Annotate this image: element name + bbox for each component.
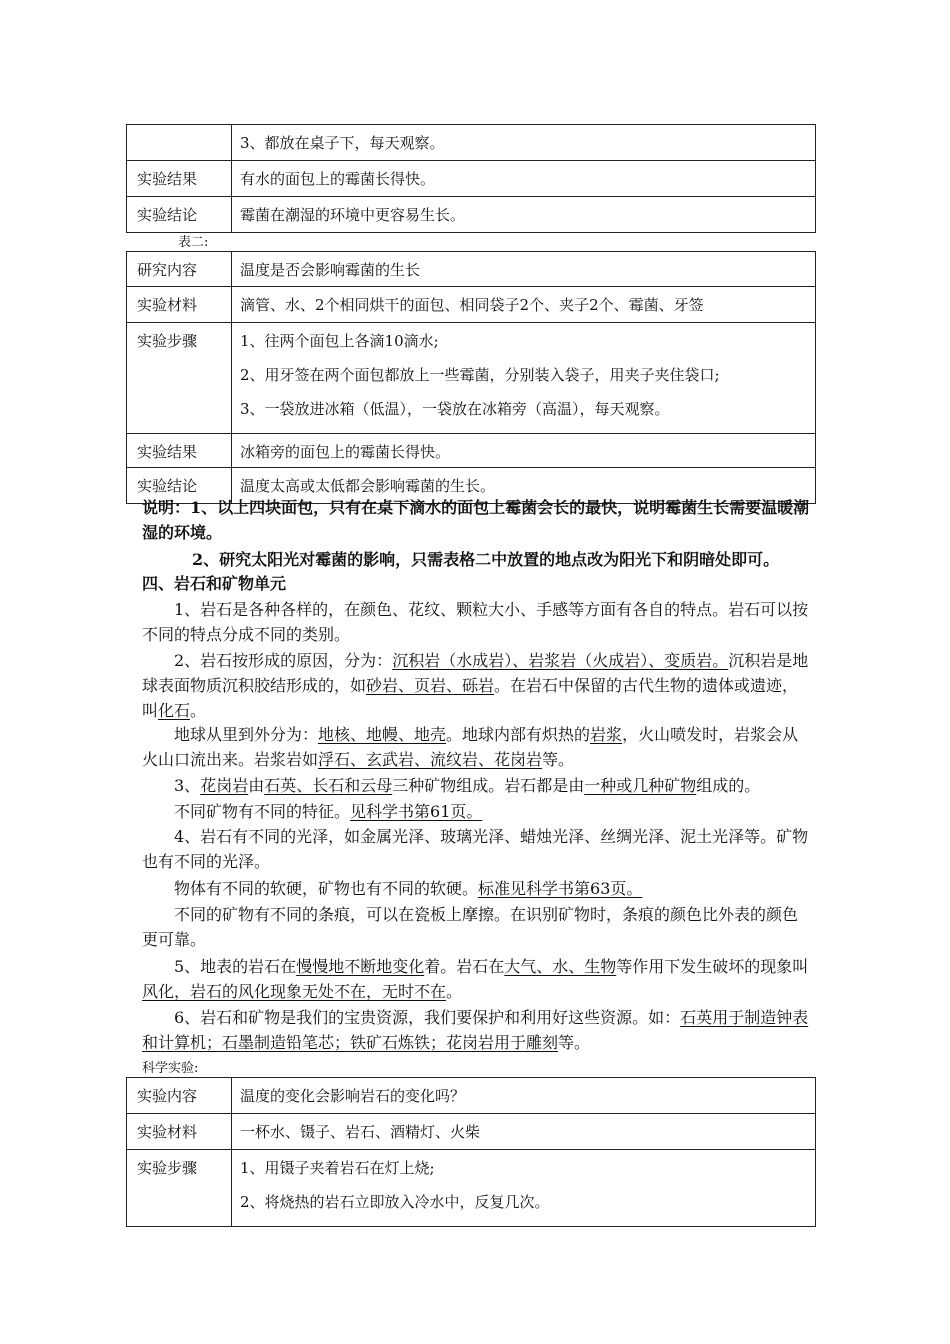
step-item: 2、用牙签在两个面包都放上一些霉菌，分别装入袋子，用夹子夹住袋口; <box>240 366 720 384</box>
underlined-term: 见科学书第61页。 <box>350 802 483 821</box>
row-label: 实验步骤 <box>127 323 232 434</box>
paragraph-text: 3、 <box>174 776 201 795</box>
table-row <box>127 125 816 161</box>
paragraph-text: 。地球内部有炽热的 <box>446 725 591 744</box>
paragraph <box>142 876 812 901</box>
underlined-term: 浮石、玄武岩、流纹岩、花岗岩 <box>318 750 543 769</box>
section-title: 四、岩石和矿物单元 <box>142 574 287 593</box>
step-item: 3、一袋放进冰箱（低温），一袋放在冰箱旁（高温），每天观察。 <box>240 400 670 418</box>
row-label: 实验步骤 <box>127 1150 232 1227</box>
row-label: 研究内容 <box>127 252 232 287</box>
paragraph <box>142 799 812 824</box>
row-value: 3、都放在桌子下，每天观察。 <box>232 125 816 161</box>
paragraph <box>142 648 812 723</box>
table-mold-moisture <box>126 124 816 233</box>
underlined-term: 慢慢地不断地变化 <box>296 957 425 976</box>
paragraph-text: 等。 <box>542 750 575 769</box>
paragraph-text: 2、岩石按形成的原因，分为： <box>174 651 393 670</box>
paragraph-text: 由 <box>248 776 265 795</box>
table2-caption: 表二: <box>178 235 209 250</box>
underlined-term: 标准见科学书第63页。 <box>478 879 643 898</box>
row-value: 一杯水、镊子、岩石、酒精灯、火柴 <box>232 1114 816 1150</box>
row-label: 实验结论 <box>127 468 232 504</box>
paragraph-text: 。在岩石中保留的古代生物的遗体或遗迹，叫 <box>142 676 799 720</box>
row-value: 温度是否会影响霉菌的生长 <box>232 252 816 287</box>
underlined-term: 沉积岩（水成岩）、岩浆岩（火成岩）、变质岩。 <box>392 651 729 670</box>
paragraph-text: 1、岩石是各种各样的，在颜色、花纹、颗粒大小、手感等方面有各自的特点。岩石可以按不同的特点分成不同的类别。 <box>142 600 809 644</box>
paragraph <box>142 773 812 798</box>
paragraph <box>142 597 812 647</box>
table-row <box>127 1150 816 1227</box>
paragraph <box>142 722 812 772</box>
table-row <box>127 197 816 233</box>
paragraph-text: ，火山喷发时，岩浆会从火山口流出来。岩浆岩如 <box>142 725 799 769</box>
table-row <box>127 287 816 323</box>
paragraph-text: 地球从里到外分为： <box>174 725 319 744</box>
paragraph <box>142 954 812 1004</box>
underlined-term: 岩浆 <box>590 725 623 744</box>
note-line-2: 2、研究太阳光对霉菌的影响，只需表格二中放置的地点改为阳光下和阴暗处即可。 <box>192 550 780 569</box>
row-steps <box>232 1150 816 1227</box>
row-label: 实验结果 <box>127 161 232 197</box>
paragraph-text: 。 <box>446 982 463 1001</box>
underlined-term: 花岗岩 <box>200 776 249 795</box>
paragraph-text: 三种矿物组成。岩石都是由 <box>392 776 585 795</box>
row-label: 实验结论 <box>127 197 232 233</box>
paragraph-text: 。 <box>190 701 207 720</box>
paragraph-text: 等。 <box>558 1033 591 1052</box>
underlined-term: 石英用于制造钟表和计算机；石墨制造铅笔芯；铁矿石炼铁；花岗岩用于雕刻 <box>142 1008 809 1052</box>
underlined-term: 砂岩、页岩、砾岩 <box>366 676 495 695</box>
underlined-term: 大气、水、生物 <box>504 957 617 976</box>
table-row <box>127 1078 816 1114</box>
table-row <box>127 1114 816 1150</box>
paragraph-text: 物体有不同的软硬，矿物也有不同的软硬。 <box>174 879 479 898</box>
paragraph <box>142 824 812 874</box>
step-item: 1、用镊子夹着岩石在灯上烧; <box>240 1159 435 1177</box>
paragraph-text: 6、岩石和矿物是我们的宝贵资源，我们要保护和利用好这些资源。如： <box>174 1008 681 1027</box>
paragraph-text: 组成的。 <box>696 776 761 795</box>
note-line-1: 说明：1、以上四块面包，只有在桌下滴水的面包上霉菌会长的最快，说明霉菌生长需要温暖潮湿的环境。 <box>142 498 810 542</box>
row-value: 温度太高或太低都会影响霉菌的生长。 <box>232 468 816 504</box>
table-row <box>127 161 816 197</box>
paragraph-text: 不同矿物有不同的特征。 <box>174 802 351 821</box>
paragraph <box>142 1005 812 1055</box>
paragraph <box>142 902 812 952</box>
step-item: 2、将烧热的岩石立即放入冷水中，反复几次。 <box>240 1193 550 1211</box>
step-item: 1、往两个面包上各滴10滴水; <box>240 332 439 350</box>
paragraph-text: 4、岩石有不同的光泽，如金属光泽、玻璃光泽、蜡烛光泽、丝绸光泽、泥土光泽等。矿物也有不同的光泽。 <box>142 827 809 871</box>
row-value: 有水的面包上的霉菌长得快。 <box>232 161 816 197</box>
row-label: 实验内容 <box>127 1078 232 1114</box>
row-label: 实验材料 <box>127 287 232 323</box>
paragraph-text: 等作用下发生破坏的现象叫 <box>616 957 809 976</box>
row-value: 霉菌在潮湿的环境中更容易生长。 <box>232 197 816 233</box>
underlined-term: 风化，岩石的风化现象无处不在，无时不在 <box>142 982 447 1001</box>
paragraph-text: 不同的矿物有不同的条痕，可以在瓷板上摩擦。在识别矿物时，条痕的颜色比外表的颜色更可靠。 <box>142 905 799 949</box>
table3-caption: 科学实验: <box>142 1061 199 1076</box>
row-value: 温度的变化会影响岩石的变化吗？ <box>232 1078 816 1114</box>
table-row <box>127 252 816 287</box>
row-steps <box>232 323 816 434</box>
paragraph-text: 着。岩石在 <box>424 957 505 976</box>
row-value: 滴管、水、2个相同烘干的面包、相同袋子2个、夹子2个、霉菌、牙签 <box>232 287 816 323</box>
underlined-term: 化石 <box>158 701 191 720</box>
row-label <box>127 125 232 161</box>
underlined-term: 地核、地幔、地壳 <box>318 725 447 744</box>
underlined-term: 石英、长石和云母 <box>264 776 393 795</box>
table-row <box>127 323 816 434</box>
table-mold-temperature <box>126 251 816 504</box>
paragraph-text: 沉积岩是地球表面物质沉积胶结形成的，如 <box>142 651 809 695</box>
table-rock-temperature <box>126 1077 816 1227</box>
underlined-term: 一种或几种矿物 <box>584 776 697 795</box>
row-value: 冰箱旁的面包上的霉菌长得快。 <box>232 434 816 468</box>
table-row <box>127 434 816 468</box>
row-label: 实验结果 <box>127 434 232 468</box>
row-label: 实验材料 <box>127 1114 232 1150</box>
paragraph-text: 5、地表的岩石在 <box>174 957 297 976</box>
